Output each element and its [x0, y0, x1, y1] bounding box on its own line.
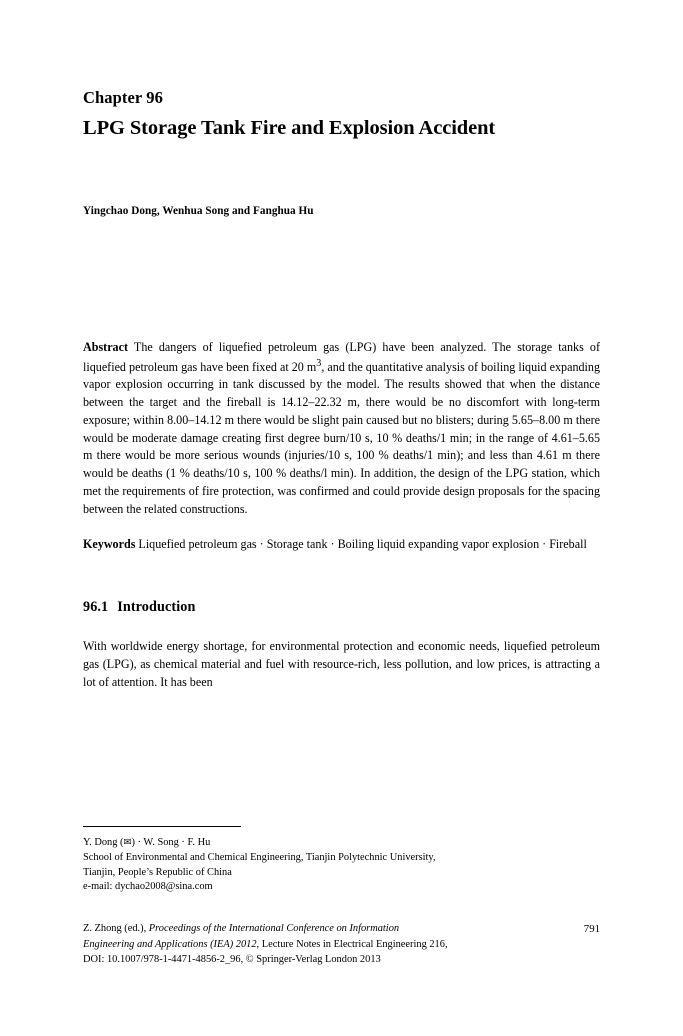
- chapter-number: Chapter 96: [83, 88, 163, 107]
- colophon-series-number: , Lecture Notes in Electrical Engineering 216,: [256, 938, 448, 950]
- abstract-section: [83, 217, 600, 519]
- colophon-block: [83, 921, 600, 968]
- footnote-authors: [83, 836, 600, 851]
- footnote-author-pre: Y. Dong (: [83, 837, 124, 848]
- colophon-proceedings-title: Proceedings of the International Conference on Information: [148, 923, 400, 934]
- section-paragraph: With worldwide energy shortage, for environmental protection and economic needs, liquefied petroleum gas (LPG), as chemical material and fuel with resource-rich, less pollution, and low prices, is attracting a lot of attention. It has been: [83, 639, 600, 689]
- keywords-label: Keywords: [83, 536, 136, 551]
- colophon-series-title: Engineering and Applications (IEA) 2012: [83, 938, 257, 950]
- section-number: 96.1: [83, 599, 109, 616]
- footnote-affiliation-line2: Tianjin, People’s Republic of China: [83, 866, 232, 878]
- colophon-line-1: [83, 921, 600, 937]
- section-title: Introduction: [117, 599, 196, 616]
- author-list: Yingchao Dong, Wenhua Song and Fanghua Hu: [83, 204, 314, 217]
- footnote-divider: [83, 826, 241, 827]
- section-heading: [83, 553, 600, 616]
- keywords-text: Liquefied petroleum gas · Storage tank · Boiling liquid expanding vapor explosion · Fireball: [135, 536, 587, 551]
- abstract-label: Abstract: [83, 339, 129, 354]
- page-number: 791: [583, 923, 600, 935]
- page-title: LPG Storage Tank Fire and Explosion Accident: [83, 116, 496, 139]
- envelope-icon: ✉: [123, 838, 132, 848]
- footnote-affiliation-line1: School of Environmental and Chemical Engineering, Tianjin Polytechnic University,: [83, 851, 436, 863]
- colophon-editor: Z. Zhong (ed.),: [83, 923, 149, 934]
- abstract-text: The dangers of liquefied petroleum gas (LPG) have been analyzed. The storage tanks of liquefied petroleum gas have been fixed at 20 $m^3$, and the quantitative analysis of boiling liquid expanding vapor explosion occurring in tank discussed by the model. The results showed that when the distance between the target and the fireball is 14.12–22.32 m, there would be no discomfort with long-term exposure; within 8.00–14.12 m there would be slight pain caused but no blisters; during 5.65–8.00 m there would be moderate damage creating first degree burn/10 s, 10 % deaths/1 min; in the range of 4.61–5.65 m there would be more serious wounds (injuries/10 s, 100 % deaths/1 min); and less than 4.61 m there would be deaths (1 % deaths/10 s, 100 % deaths/l min). In addition, the design of the LPG station, which met the requirements of fire protection, was confirmed and could provide design proposals for the spacing between the related constructions.: [83, 339, 600, 516]
- keywords-section: [83, 519, 600, 554]
- colophon-line-2: [83, 937, 600, 953]
- footnote-email[interactable]: e-mail: dychao2008@sina.com: [83, 881, 213, 893]
- colophon-line-3: DOI: 10.1007/978-1-4471-4856-2_96, © Springer-Verlag London 2013: [83, 954, 381, 966]
- footnote-author-post: ) · W. Song · F. Hu: [131, 837, 211, 848]
- footnote-block: [83, 826, 600, 895]
